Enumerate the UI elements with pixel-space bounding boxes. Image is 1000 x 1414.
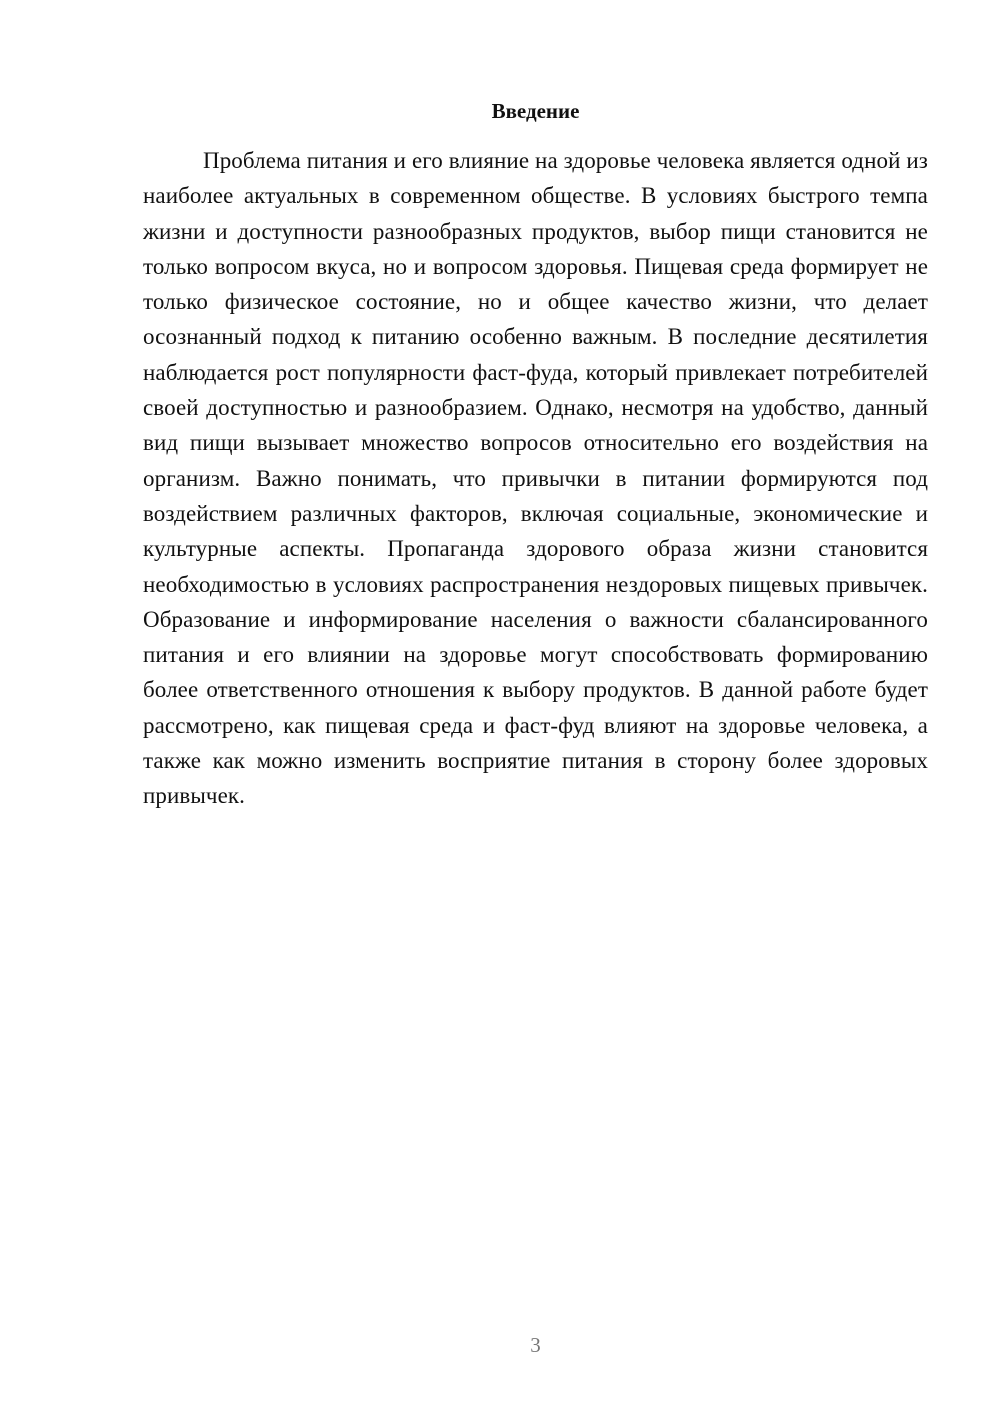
body-paragraph: Проблема питания и его влияние на здоровье человека является одной из наиболее актуальных в современном обществе. В условиях быстрого темпа жизни и доступности разнообразных продуктов, выбор пищи становится не только вопросом вкуса, но и вопросом здоровья. Пищевая среда формирует не только физическое состояние, но и общее качество жизни, что делает осознанный подход к питанию особенно важным. В последние десятилетия наблюдается рост популярности фаст-фуда, который привлекает потребителей своей доступностью и разнообразием. Однако, несмотря на удобство, данный вид пищи вызывает множество вопросов относительно его воздействия на организм. Важно понимать, что привычки в питании формируются под воздействием различных факторов, включая социальные, экономические и культурные аспекты. Пропаганда здорового образа жизни становится необходимостью в условиях распространения нездоровых пищевых привычек. Образование и информирование населения о важности сбалансированного питания и его влиянии на здоровье могут способствовать формированию более ответственного отношения к выбору продуктов. В данной работе будет рассмотрено, как пищевая среда и фаст-фуд влияют на здоровье человека, а также как можно изменить восприятие питания в сторону более здоровых привычек.	[143, 148, 928, 809]
page-number: 3	[530, 1333, 541, 1357]
section-heading: Введение	[491, 99, 580, 123]
